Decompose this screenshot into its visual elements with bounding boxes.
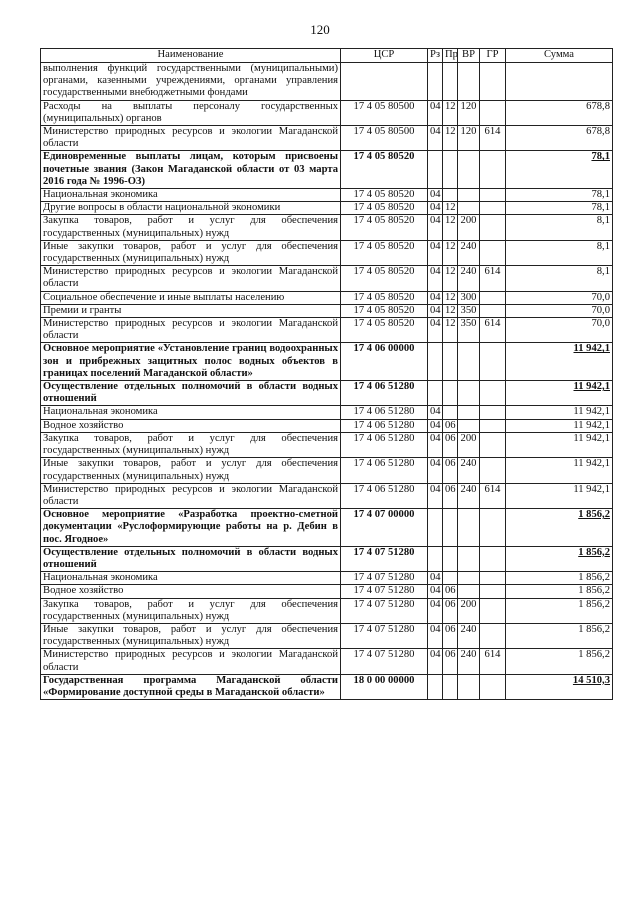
cell-rz [428,381,443,406]
cell-csr: 17 4 06 51280 [341,458,428,483]
cell-name: Министерство природных ресурсов и экологии Магаданской области [41,318,341,343]
table-row [41,598,613,623]
cell-name: Министерство природных ресурсов и экологии Магаданской области [41,266,341,291]
cell-gr [480,240,506,265]
cell-rz: 04 [428,215,443,240]
cell-csr: 17 4 05 80520 [341,291,428,304]
cell-name: Премии и гранты [41,304,341,317]
cell-vr: 350 [458,304,480,317]
cell-rz: 04 [428,572,443,585]
cell-rz: 04 [428,649,443,674]
cell-csr: 17 4 05 80520 [341,202,428,215]
cell-csr: 17 4 05 80500 [341,100,428,125]
cell-pr: 12 [443,202,458,215]
cell-name: Национальная экономика [41,189,341,202]
cell-sum: 70,0 [506,291,613,304]
cell-gr [480,189,506,202]
cell-pr [443,343,458,381]
cell-gr [480,598,506,623]
cell-vr: 240 [458,623,480,648]
cell-rz: 04 [428,189,443,202]
table-row [41,406,613,419]
cell-sum: 11 942,1 [506,419,613,432]
cell-gr: 614 [480,266,506,291]
cell-name: Закупка товаров, работ и услуг для обеспечения государственных (муниципальных) нужд [41,598,341,623]
cell-sum: 78,1 [506,151,613,189]
cell-sum: 1 856,2 [506,509,613,547]
cell-vr [458,419,480,432]
cell-csr: 17 4 05 80500 [341,126,428,151]
cell-csr: 17 4 05 80520 [341,215,428,240]
cell-rz [428,546,443,571]
cell-sum: 678,8 [506,100,613,125]
cell-sum: 678,8 [506,126,613,151]
cell-rz: 04 [428,419,443,432]
cell-csr: 17 4 06 51280 [341,419,428,432]
cell-pr: 06 [443,598,458,623]
cell-gr [480,291,506,304]
table-row [41,419,613,432]
cell-vr: 240 [458,266,480,291]
table-row [41,381,613,406]
cell-sum: 70,0 [506,304,613,317]
cell-gr [480,585,506,598]
table-row [41,318,613,343]
cell-sum: 1 856,2 [506,546,613,571]
cell-csr: 17 4 05 80520 [341,189,428,202]
cell-rz [428,674,443,699]
cell-rz [428,343,443,381]
cell-rz: 04 [428,623,443,648]
cell-name: Закупка товаров, работ и услуг для обеспечения государственных (муниципальных) нужд [41,215,341,240]
cell-vr: 200 [458,598,480,623]
cell-sum: 11 942,1 [506,432,613,457]
cell-gr: 614 [480,483,506,508]
cell-rz [428,509,443,547]
cell-rz [428,63,443,101]
cell-vr: 120 [458,100,480,125]
cell-rz: 04 [428,432,443,457]
table-row [41,215,613,240]
cell-gr [480,151,506,189]
cell-csr: 17 4 05 80520 [341,318,428,343]
cell-pr: 06 [443,483,458,508]
cell-vr [458,151,480,189]
cell-csr: 17 4 06 51280 [341,432,428,457]
cell-csr: 17 4 05 80520 [341,151,428,189]
cell-name: Водное хозяйство [41,419,341,432]
cell-rz: 04 [428,585,443,598]
cell-csr: 17 4 07 51280 [341,572,428,585]
cell-csr: 17 4 06 51280 [341,483,428,508]
cell-gr [480,572,506,585]
cell-pr [443,151,458,189]
cell-sum: 11 942,1 [506,483,613,508]
cell-pr: 12 [443,240,458,265]
cell-sum: 1 856,2 [506,649,613,674]
cell-gr [480,343,506,381]
cell-rz: 04 [428,458,443,483]
cell-name: Национальная экономика [41,572,341,585]
cell-pr: 12 [443,318,458,343]
cell-gr [480,509,506,547]
cell-vr [458,572,480,585]
cell-gr [480,406,506,419]
header-gr: ГР [480,49,506,63]
cell-name: Национальная экономика [41,406,341,419]
cell-gr [480,623,506,648]
cell-name: Министерство природных ресурсов и экологии Магаданской области [41,649,341,674]
table-row [41,649,613,674]
cell-gr [480,202,506,215]
cell-sum: 11 942,1 [506,458,613,483]
cell-pr [443,509,458,547]
cell-vr: 240 [458,483,480,508]
cell-vr: 200 [458,432,480,457]
cell-name: Социальное обеспечение и иные выплаты населению [41,291,341,304]
cell-gr [480,419,506,432]
cell-vr [458,585,480,598]
cell-gr [480,63,506,101]
cell-sum: 8,1 [506,266,613,291]
cell-sum: 14 510,3 [506,674,613,699]
cell-vr: 350 [458,318,480,343]
cell-vr: 240 [458,240,480,265]
cell-name: Иные закупки товаров, работ и услуг для обеспечения государственных (муниципальных) нужд [41,623,341,648]
cell-sum: 11 942,1 [506,381,613,406]
table-row [41,240,613,265]
cell-name: Министерство природных ресурсов и экологии Магаданской области [41,483,341,508]
cell-rz: 04 [428,266,443,291]
table-row [41,343,613,381]
table-row [41,100,613,125]
cell-pr: 06 [443,419,458,432]
cell-sum: 1 856,2 [506,598,613,623]
cell-name: Осуществление отдельных полномочий в области водных отношений [41,546,341,571]
cell-pr [443,674,458,699]
cell-name: Основное мероприятие «Установление границ водоохранных зон и прибрежных защитных полос водных объектов в границах поселений Магаданской области» [41,343,341,381]
cell-vr [458,381,480,406]
cell-pr: 06 [443,585,458,598]
cell-name: Закупка товаров, работ и услуг для обеспечения государственных (муниципальных) нужд [41,432,341,457]
cell-sum: 70,0 [506,318,613,343]
cell-rz: 04 [428,240,443,265]
table-row [41,202,613,215]
cell-name: Основное мероприятие «Разработка проектно-сметной документации «Руслоформирующие работы на р. Дебин в пос. Ягодное» [41,509,341,547]
cell-gr [480,674,506,699]
table-header-row [41,49,613,63]
cell-pr [443,189,458,202]
cell-csr: 18 0 00 00000 [341,674,428,699]
cell-sum: 11 942,1 [506,343,613,381]
table-row [41,546,613,571]
cell-vr [458,546,480,571]
cell-gr: 614 [480,649,506,674]
table-row [41,674,613,699]
table-row [41,509,613,547]
cell-sum: 1 856,2 [506,572,613,585]
cell-gr [480,100,506,125]
cell-name: выполнения функций государственными (муниципальными) органами, казенными учреждениями, органами управления государственными внебюджетными фондами [41,63,341,101]
cell-csr: 17 4 06 51280 [341,406,428,419]
cell-sum: 78,1 [506,189,613,202]
cell-gr: 614 [480,318,506,343]
cell-csr: 17 4 07 51280 [341,585,428,598]
table-row [41,151,613,189]
cell-pr [443,381,458,406]
cell-pr: 12 [443,126,458,151]
cell-sum: 8,1 [506,215,613,240]
cell-sum: 11 942,1 [506,406,613,419]
cell-gr [480,304,506,317]
cell-rz: 04 [428,304,443,317]
cell-vr [458,202,480,215]
table-row [41,483,613,508]
cell-sum [506,63,613,101]
cell-rz: 04 [428,291,443,304]
cell-vr [458,406,480,419]
header-rz: Рз [428,49,443,63]
cell-pr [443,406,458,419]
table-row [41,458,613,483]
cell-rz [428,151,443,189]
cell-pr: 12 [443,304,458,317]
cell-gr [480,381,506,406]
cell-vr [458,674,480,699]
cell-csr: 17 4 07 51280 [341,623,428,648]
cell-rz: 04 [428,126,443,151]
cell-csr: 17 4 05 80520 [341,240,428,265]
cell-gr: 614 [480,126,506,151]
cell-name: Водное хозяйство [41,585,341,598]
table-row [41,585,613,598]
cell-csr: 17 4 06 00000 [341,343,428,381]
cell-gr [480,546,506,571]
cell-pr [443,546,458,571]
cell-rz: 04 [428,483,443,508]
cell-rz: 04 [428,598,443,623]
cell-vr: 120 [458,126,480,151]
cell-name: Государственная программа Магаданской области «Формирование доступной среды в Магаданской области» [41,674,341,699]
cell-rz: 04 [428,406,443,419]
cell-name: Министерство природных ресурсов и экологии Магаданской области [41,126,341,151]
cell-rz: 04 [428,202,443,215]
cell-vr [458,189,480,202]
header-vr: ВР [458,49,480,63]
table-row [41,572,613,585]
header-sum: Сумма [506,49,613,63]
cell-name: Иные закупки товаров, работ и услуг для обеспечения государственных (муниципальных) нужд [41,240,341,265]
cell-csr: 17 4 07 51280 [341,598,428,623]
budget-table [40,48,613,700]
cell-pr: 12 [443,291,458,304]
cell-vr: 300 [458,291,480,304]
cell-sum: 8,1 [506,240,613,265]
cell-gr [480,432,506,457]
cell-pr: 06 [443,458,458,483]
table-row [41,63,613,101]
cell-gr [480,458,506,483]
table-row [41,266,613,291]
cell-csr [341,63,428,101]
cell-sum: 1 856,2 [506,585,613,598]
header-csr: ЦСР [341,49,428,63]
cell-csr: 17 4 06 51280 [341,381,428,406]
cell-vr [458,63,480,101]
cell-csr: 17 4 05 80520 [341,304,428,317]
cell-sum: 1 856,2 [506,623,613,648]
cell-vr: 240 [458,458,480,483]
table-row [41,126,613,151]
cell-vr: 240 [458,649,480,674]
header-name: Наименование [41,49,341,63]
cell-vr [458,343,480,381]
cell-csr: 17 4 07 00000 [341,509,428,547]
page-number: 120 [310,22,330,37]
cell-name: Другие вопросы в области национальной экономики [41,202,341,215]
cell-pr: 06 [443,649,458,674]
table-row [41,291,613,304]
cell-csr: 17 4 05 80520 [341,266,428,291]
table-row [41,623,613,648]
cell-pr [443,572,458,585]
cell-pr: 12 [443,100,458,125]
cell-name: Осуществление отдельных полномочий в области водных отношений [41,381,341,406]
cell-csr: 17 4 07 51280 [341,649,428,674]
cell-rz: 04 [428,318,443,343]
cell-pr: 12 [443,215,458,240]
cell-sum: 78,1 [506,202,613,215]
cell-vr [458,509,480,547]
cell-csr: 17 4 07 51280 [341,546,428,571]
header-pr: Пр [443,49,458,63]
table-row [41,432,613,457]
table-row [41,189,613,202]
cell-vr: 200 [458,215,480,240]
cell-rz: 04 [428,100,443,125]
cell-name: Иные закупки товаров, работ и услуг для обеспечения государственных (муниципальных) нужд [41,458,341,483]
cell-name: Единовременные выплаты лицам, которым присвоены почетные звания (Закон Магаданской области от 03 марта 2016 года № 1996-ОЗ) [41,151,341,189]
cell-name: Расходы на выплаты персоналу государственных (муниципальных) органов [41,100,341,125]
table-row [41,304,613,317]
cell-pr: 06 [443,432,458,457]
cell-pr [443,63,458,101]
cell-pr: 12 [443,266,458,291]
cell-gr [480,215,506,240]
cell-pr: 06 [443,623,458,648]
